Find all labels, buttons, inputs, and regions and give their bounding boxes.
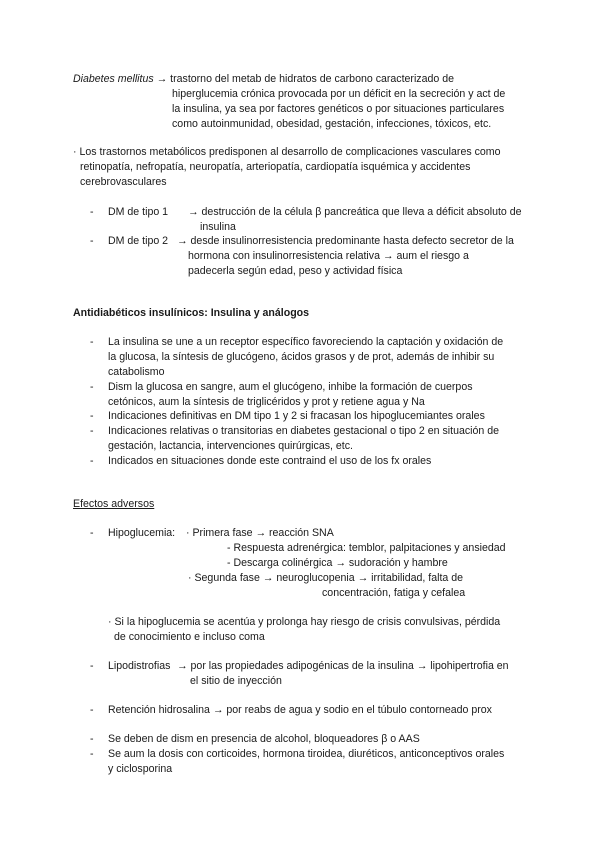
insulin-item-line: Indicaciones relativas o transitorias en diabetes gestacional o tipo 2 en situación de: [108, 425, 500, 437]
list-dash: -: [90, 527, 94, 539]
fluid-retention-text: Retención hidrosalina → por reabs de agua y sodio en el túbulo contorneado prox: [108, 704, 492, 716]
insulin-item-line: Dism la glucosa en sangre, aum el glucógeno, inhibe la formación de cuerpos: [108, 381, 473, 393]
insulin-item-line: la glucosa, la síntesis de glucógeno, ácidos grasos y de prot, además de inhibir su: [108, 351, 495, 363]
list-dash: -: [90, 660, 94, 672]
hypoglycemia-phase-2-cont: concentración, fatiga y cefalea: [322, 587, 466, 599]
intro-definition-line: como autoinmunidad, obesidad, gestación, infecciones, tóxicos, etc.: [172, 118, 492, 130]
adverse-effects-heading: Efectos adversos: [73, 498, 155, 510]
insulin-item-line: gestación, lactancia, intervenciones quirúrgicas, etc.: [108, 440, 353, 452]
hypoglycemia-label: Hipoglucemia:: [108, 527, 176, 539]
dm-type-1-text: insulina: [200, 221, 236, 233]
hypoglycemia-subitem: - Descarga colinérgica → sudoración y hambre: [227, 557, 448, 569]
list-dash: -: [90, 381, 94, 393]
insulin-item-line: Indicados en situaciones donde este contraind el uso de los fx orales: [108, 455, 432, 467]
intro-first-line: [73, 72, 454, 88]
list-dash: -: [90, 336, 94, 348]
intro-definition-line: la insulina, ya sea por factores genéticos o por situaciones particulares: [172, 103, 505, 115]
hypoglycemia-phase-1: · Primera fase → reacción SNA: [186, 527, 334, 539]
dose-increase-text: Se aum la dosis con corticoides, hormona tiroidea, diuréticos, anticonceptivos orales: [108, 748, 505, 760]
insulin-item-line: Indicaciones definitivas en DM tipo 1 y 2 si fracasan los hipoglucemiantes orales: [108, 410, 485, 422]
lipodystrophy-text: → por las propiedades adipogénicas de la insulina → lipohipertrofia en: [177, 660, 509, 672]
list-dash: -: [90, 235, 94, 247]
list-dash: -: [90, 455, 94, 467]
hypoglycemia-subitem: - Respuesta adrenérgica: temblor, palpitaciones y ansiedad: [227, 542, 506, 554]
dm-type-2-text: → desde insulinorresistencia predominante hasta defecto secretor de la: [177, 235, 514, 247]
metabolic-note-line: cerebrovasculares: [80, 176, 167, 188]
list-dash: -: [90, 748, 94, 760]
metabolic-note-line: retinopatía, nefropatía, neuropatía, arteriopatía, cardiopatía isquémica y accidentes: [80, 161, 471, 173]
list-dash: -: [90, 206, 94, 218]
dose-increase-text: y ciclosporina: [108, 763, 173, 775]
dm-type-2-label: DM de tipo 2: [108, 235, 169, 247]
list-dash: -: [90, 410, 94, 422]
dm-type-2-text: padecerla según edad, peso y actividad física: [188, 265, 403, 277]
lipodystrophy-text: el sitio de inyección: [190, 675, 282, 687]
intro-definition-line: hiperglucemia crónica provocada por un déficit en la secreción y act de: [172, 88, 506, 100]
list-dash: -: [90, 425, 94, 437]
intro-definition-line: → trastorno del metab de hidratos de carbono caracterizado de: [156, 73, 455, 85]
dm-type-1-text: → destrucción de la célula β pancreática que lleva a déficit absoluto de: [188, 206, 522, 218]
intro-term: Diabetes mellitus: [73, 73, 154, 85]
insulin-item-line: catabolismo: [108, 366, 165, 378]
dm-type-2-text: hormona con insulinorresistencia relativa → aum el riesgo a: [188, 250, 469, 262]
hypoglycemia-note: · Si la hipoglucemia se acentúa y prolonga hay riesgo de crisis convulsivas, pérdida: [108, 616, 501, 628]
dm-type-1-label: DM de tipo 1: [108, 206, 169, 218]
hypoglycemia-phase-2: · Segunda fase → neuroglucopenia → irritabilidad, falta de: [188, 572, 464, 584]
lipodystrophy-label: Lipodistrofias: [108, 660, 171, 672]
metabolic-note-line: · Los trastornos metabólicos predisponen al desarrollo de complicaciones vasculares como: [73, 146, 501, 158]
insulin-section-heading: Antidiabéticos insulínicos: Insulina y análogos: [73, 307, 310, 319]
list-dash: -: [90, 704, 94, 716]
list-dash: -: [90, 733, 94, 745]
dose-decrease-text: Se deben de dism en presencia de alcohol, bloqueadores β o AAS: [108, 733, 420, 745]
insulin-item-line: La insulina se une a un receptor específico favoreciendo la captación y oxidación de: [108, 336, 504, 348]
hypoglycemia-note: de conocimiento e incluso coma: [114, 631, 265, 643]
insulin-item-line: cetónicos, aum la síntesis de triglicéridos y prot y retiene agua y Na: [108, 396, 425, 408]
